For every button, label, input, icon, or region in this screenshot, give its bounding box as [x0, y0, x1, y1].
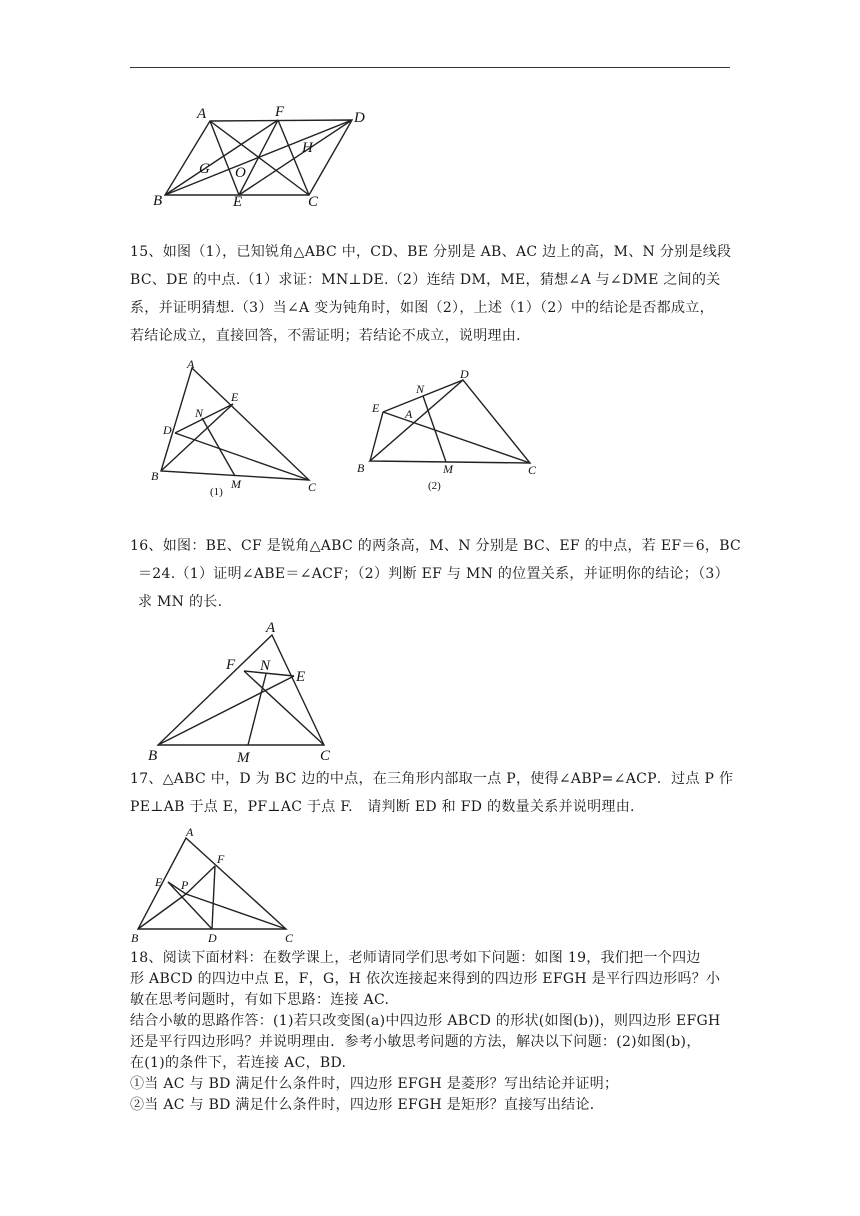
q18-line-8: ②当 AC 与 BD 满足什么条件时，四边形 EFGH 是矩形？直接写出结论． [130, 1097, 605, 1113]
label-p: P [181, 878, 189, 892]
q18-line-6: 在(1)的条件下，若连接 AC，BD. [130, 1055, 347, 1071]
label-b: B [148, 748, 158, 764]
label-b: B [151, 469, 159, 483]
figure-17 [128, 822, 308, 947]
q18-line-7: ①当 AC 与 BD 满足什么条件时，四边形 EFGH 是菱形？写出结论并证明； [130, 1076, 619, 1092]
q16-line-3: 求 MN 的长. [138, 594, 223, 610]
q15-line-4: 若结论成立，直接回答，不需证明；若结论不成立，说明理由. [130, 328, 521, 344]
label-b: B [131, 931, 139, 945]
segment-c-f [244, 671, 324, 745]
label-d: D [354, 110, 365, 126]
label-m: M [237, 750, 250, 766]
question-17 [130, 765, 732, 821]
segment-b-p [138, 894, 186, 929]
label-c: C [285, 931, 294, 945]
label-a: A [266, 620, 276, 636]
figure-caption: (2) [428, 480, 441, 492]
segment-d-e [175, 404, 233, 433]
segment-f-e [239, 120, 278, 195]
q16-line-1: 16、如图：BE、CF 是锐角△ABC 的两条高，M、N 分别是 BC、EF 的中点，若 EF＝6，BC [130, 538, 742, 554]
label-g: G [199, 161, 210, 177]
label-b: B [153, 193, 163, 209]
q18-line-3: 敏在思考问题时，有如下思路：连接 AC. [130, 992, 390, 1008]
label-f: F [275, 104, 285, 120]
q18-line-5: 还是平行四边形吗？并说明理由．参考小敏思考问题的方法，解决以下问题：(2)如图(b)， [130, 1034, 701, 1050]
label-e: E [296, 669, 306, 685]
triangle-b-c-d [370, 380, 530, 463]
label-d: D [208, 931, 217, 945]
triangle-abc [158, 635, 324, 745]
q18-line-1: 18、阅读下面材料：在数学课上，老师请同学们思考如下问题：如图 19，我们把一个四边 [130, 950, 701, 966]
segment-n-m [423, 396, 446, 462]
label-n: N [416, 382, 425, 396]
label-h: H [302, 140, 313, 156]
label-n: N [260, 658, 271, 674]
label-c: C [320, 748, 331, 764]
label-n: N [195, 406, 204, 420]
label-a: A [187, 357, 195, 371]
segment-m-n [248, 674, 266, 745]
q18-line-4: 结合小敏的思路作答：(1)若只改变图(a)中四边形 ABCD 的形状(如图(b))，则四边形 EFGH [130, 1013, 721, 1029]
triangle-abc [161, 368, 309, 480]
segment-b-f [165, 120, 278, 195]
segment-b-e [370, 412, 383, 461]
label-a: A [186, 825, 194, 839]
question-15 [130, 238, 732, 350]
label-a: A [405, 407, 413, 421]
question-18 [130, 948, 732, 1116]
segment-n-m [202, 418, 235, 476]
q17-line-2: PE⊥AB 于点 E，PF⊥AC 于点 F. 请判断 ED 和 FD 的数量关系并说明理由. [130, 799, 635, 815]
q18-line-2: 形 ABCD 的四边中点 E，F，G，H 依次连接起来得到的四边形 EFGH 是平行四边形吗？小 [130, 971, 721, 987]
segment-f-d [212, 866, 215, 929]
label-c: C [308, 480, 317, 494]
label-e: E [372, 401, 380, 415]
label-o: O [235, 165, 246, 181]
label-e: E [231, 390, 239, 404]
segment-p-c [186, 894, 286, 929]
label-b: B [357, 461, 365, 475]
label-c: C [308, 194, 319, 210]
q15-line-1: 15、如图（1），已知锐角△ABC 中，CD、BE 分别是 AB、AC 边上的高，M、N 分别是线段 [130, 244, 732, 260]
q15-line-2: BC、DE 的中点.（1）求证：MN⊥DE.（2）连结 DM，ME，猜想∠A 与∠DME 之间的关 [130, 272, 721, 288]
q16-line-2: ＝24.（1）证明∠ABE＝∠ACF；（2）判断 EF 与 MN 的位置关系，并证明你的结论；（3） [138, 566, 729, 582]
figure-16 [140, 618, 350, 768]
q17-line-1: 17、△ABC 中，D 为 BC 边的中点，在三角形内部取一点 P，使得∠ABP=∠ACP．过点 P 作 [130, 771, 734, 787]
label-m: M [443, 462, 453, 476]
segment-b-e [158, 676, 294, 745]
segment-e-d [239, 120, 352, 195]
label-f: F [217, 852, 225, 866]
label-d: D [460, 367, 469, 381]
q15-line-3: 系，并证明猜想.（3）当∠A 变为钝角时，如图（2），上述（1）（2）中的结论是否都成立， [130, 300, 714, 316]
figure-15-1 [145, 355, 325, 500]
label-f: F [226, 657, 236, 673]
label-e: E [233, 194, 243, 210]
figure-15-2 [350, 365, 550, 495]
label-e: E [155, 875, 163, 889]
question-16 [130, 532, 742, 616]
label-a: A [197, 106, 207, 122]
label-c: C [528, 463, 537, 477]
header-rule [130, 67, 730, 68]
figure-parallelogram [145, 100, 385, 210]
segment-p-f [186, 866, 215, 894]
label-m: M [231, 477, 241, 491]
figure-caption: (1) [210, 486, 223, 498]
label-d: D [163, 423, 172, 437]
segment-e-d [168, 882, 212, 929]
